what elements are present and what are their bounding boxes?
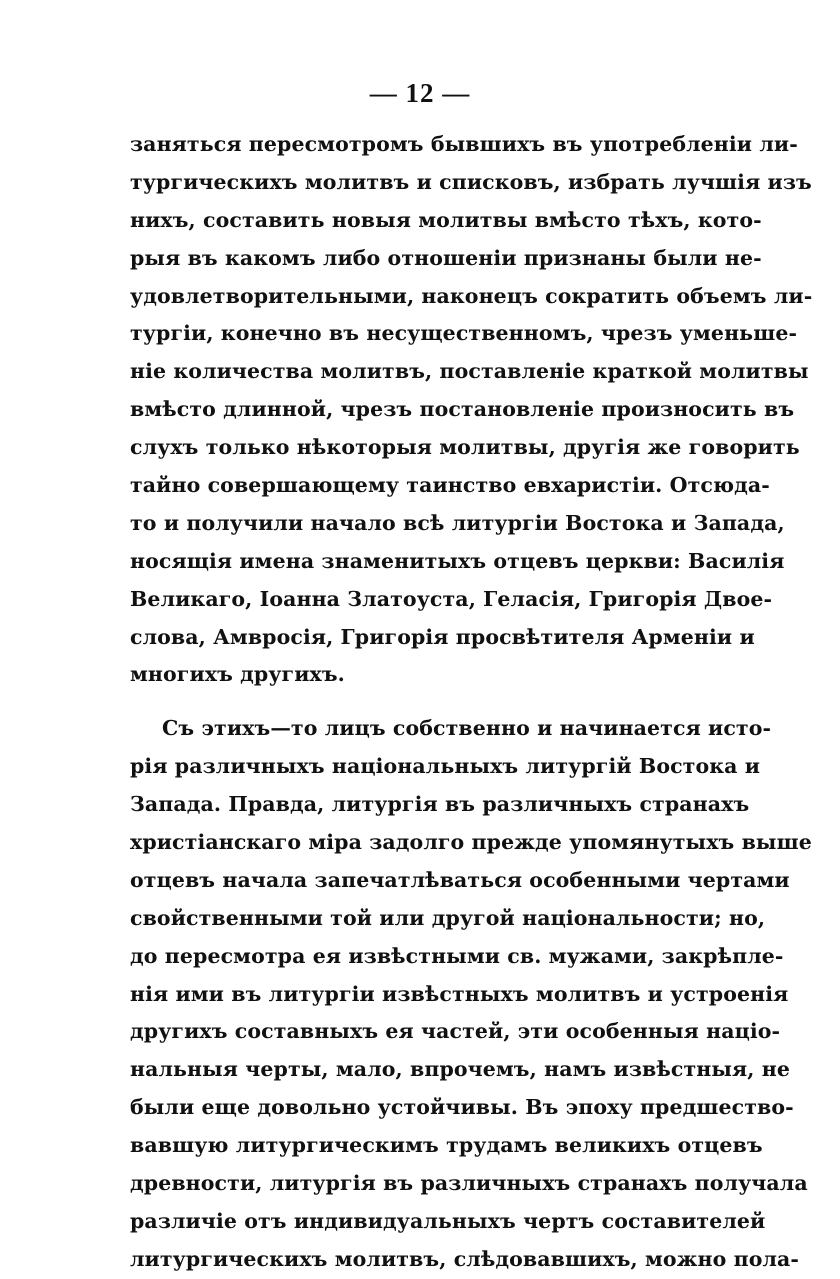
page-number: — 12 —	[369, 78, 471, 108]
paragraph-2	[130, 710, 812, 1278]
text-line: различіе отъ индивидуальныхъ чертъ составителей	[130, 1208, 766, 1233]
text-line: древности, литургія въ различныхъ странахъ получала	[130, 1171, 808, 1196]
text-line: до пересмотра ея извѣстными св. мужами, закрѣпле-	[130, 943, 784, 968]
text-line: свойственными той или другой національности; но,	[130, 905, 766, 930]
text-line: отцевъ начала запечатлѣваться особенными чертами	[130, 867, 790, 892]
text-line: тургіи, конечно въ несущественномъ, чрезъ уменьше-	[130, 321, 798, 346]
text-line: нихъ, составить новыя молитвы вмѣсто тѣхъ, кото-	[130, 207, 762, 232]
text-line: нія ими въ литургіи извѣстныхъ молитвъ и устроенія	[130, 981, 789, 1006]
body-text	[130, 126, 813, 1279]
text-line: вмѣсто длинной, чрезъ постановленіе произносить въ	[130, 397, 795, 422]
paragraph-1	[130, 126, 813, 694]
text-line: Великаго, Іоанна Златоуста, Геласія, Григорія Двое-	[130, 586, 773, 611]
paragraph-spacer	[130, 694, 683, 710]
text-line: многихъ другихъ.	[130, 662, 345, 687]
text-line: рыя въ какомъ либо отношеніи признаны были не-	[130, 245, 762, 270]
text-line: слова, Амвросія, Григорія просвѣтителя Арменіи и	[130, 624, 755, 649]
text-line: слухъ только нѣкоторыя молитвы, другія же говорить	[130, 435, 800, 460]
text-line: заняться пересмотромъ бывшихъ въ употребленіи ли-	[130, 132, 798, 156]
text-line: христіанскаго міра задолго прежде упомянутыхъ выше	[130, 830, 812, 855]
text-line: литургическихъ молитвъ, слѣдовавшихъ, можно пола-	[130, 1246, 800, 1271]
text-line: то и получили начало всѣ литургіи Востока и Запада,	[130, 510, 785, 535]
text-line: рія различныхъ національныхъ литургій Востока и	[130, 754, 761, 779]
text-line: Запада. Правда, литургія въ различныхъ странахъ	[130, 792, 750, 817]
text-line: другихъ составныхъ ея частей, эти особенныя націо-	[130, 1019, 781, 1044]
text-line: Съ этихъ—то лицъ собственно и начинается исто-	[162, 716, 772, 741]
text-line: тургическихъ молитвъ и списковъ, избрать лучшія изъ	[130, 169, 812, 194]
text-line: были еще довольно устойчивы. Въ эпоху предшество-	[130, 1095, 794, 1120]
text-line: вавшую литургическимъ трудамъ великихъ отцевъ	[130, 1133, 763, 1158]
text-line: удовлетворительными, наконецъ сократить объемъ ли-	[130, 283, 813, 308]
text-line: носящія имена знаменитыхъ отцевъ церкви: Василія	[130, 548, 785, 573]
text-line: нальныя черты, мало, впрочемъ, намъ извѣстныя, не	[130, 1057, 791, 1082]
text-line: ніе количества молитвъ, поставленіе краткой молитвы	[130, 359, 809, 384]
text-line: тайно совершающему таинство евхаристіи. Отсюда-	[130, 473, 770, 498]
